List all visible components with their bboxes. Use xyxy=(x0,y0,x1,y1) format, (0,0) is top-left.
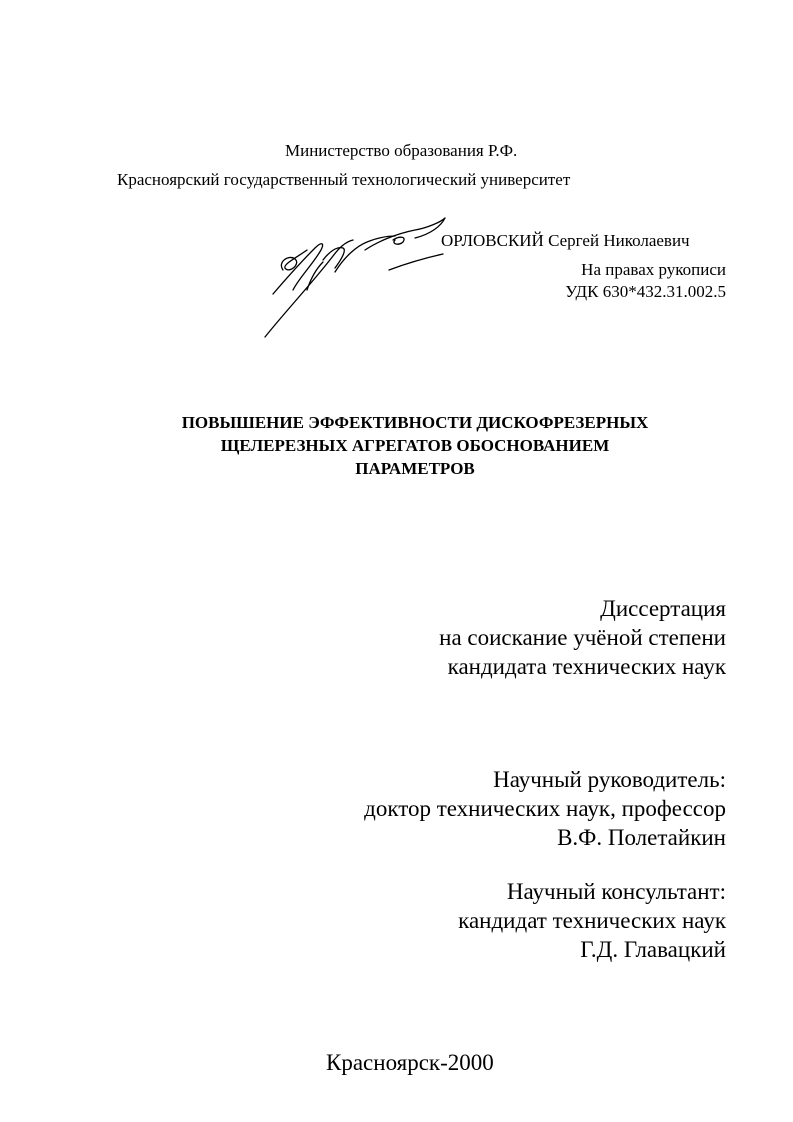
consultant-title: кандидат технических наук xyxy=(458,908,726,933)
supervisor-role: Научный руководитель: xyxy=(493,767,726,792)
ministry-heading: Министерство образования Р.Ф. xyxy=(285,141,518,160)
supervisor-name: В.Ф. Полетайкин xyxy=(557,825,726,850)
place-and-year: Красноярск-2000 xyxy=(326,1050,494,1075)
thesis-title-line-3: ПАРАМЕТРОВ xyxy=(355,459,475,478)
manuscript-rights: На правах рукописи xyxy=(581,260,726,279)
supervisor-title: доктор технических наук, профессор xyxy=(364,796,726,821)
author-name: ОРЛОВСКИЙ Сергей Николаевич xyxy=(441,231,690,250)
handwritten-signature xyxy=(255,212,455,342)
consultant-role: Научный консультант: xyxy=(506,879,726,904)
degree-line-3: кандидата технических наук xyxy=(447,654,726,679)
degree-line-1: Диссертация xyxy=(600,596,726,621)
degree-line-2: на соискание учёной степени xyxy=(439,625,726,650)
udc-code: УДК 630*432.31.002.5 xyxy=(565,282,726,301)
consultant-name: Г.Д. Главацкий xyxy=(580,937,726,962)
thesis-title-line-1: ПОВЫШЕНИЕ ЭФФЕКТИВНОСТИ ДИСКОФРЕЗЕРНЫХ xyxy=(181,413,649,432)
thesis-title-line-2: ЩЕЛЕРЕЗНЫХ АГРЕГАТОВ ОБОСНОВАНИЕМ xyxy=(220,436,610,455)
university-heading: Красноярский государственный технологический университет xyxy=(117,170,571,189)
